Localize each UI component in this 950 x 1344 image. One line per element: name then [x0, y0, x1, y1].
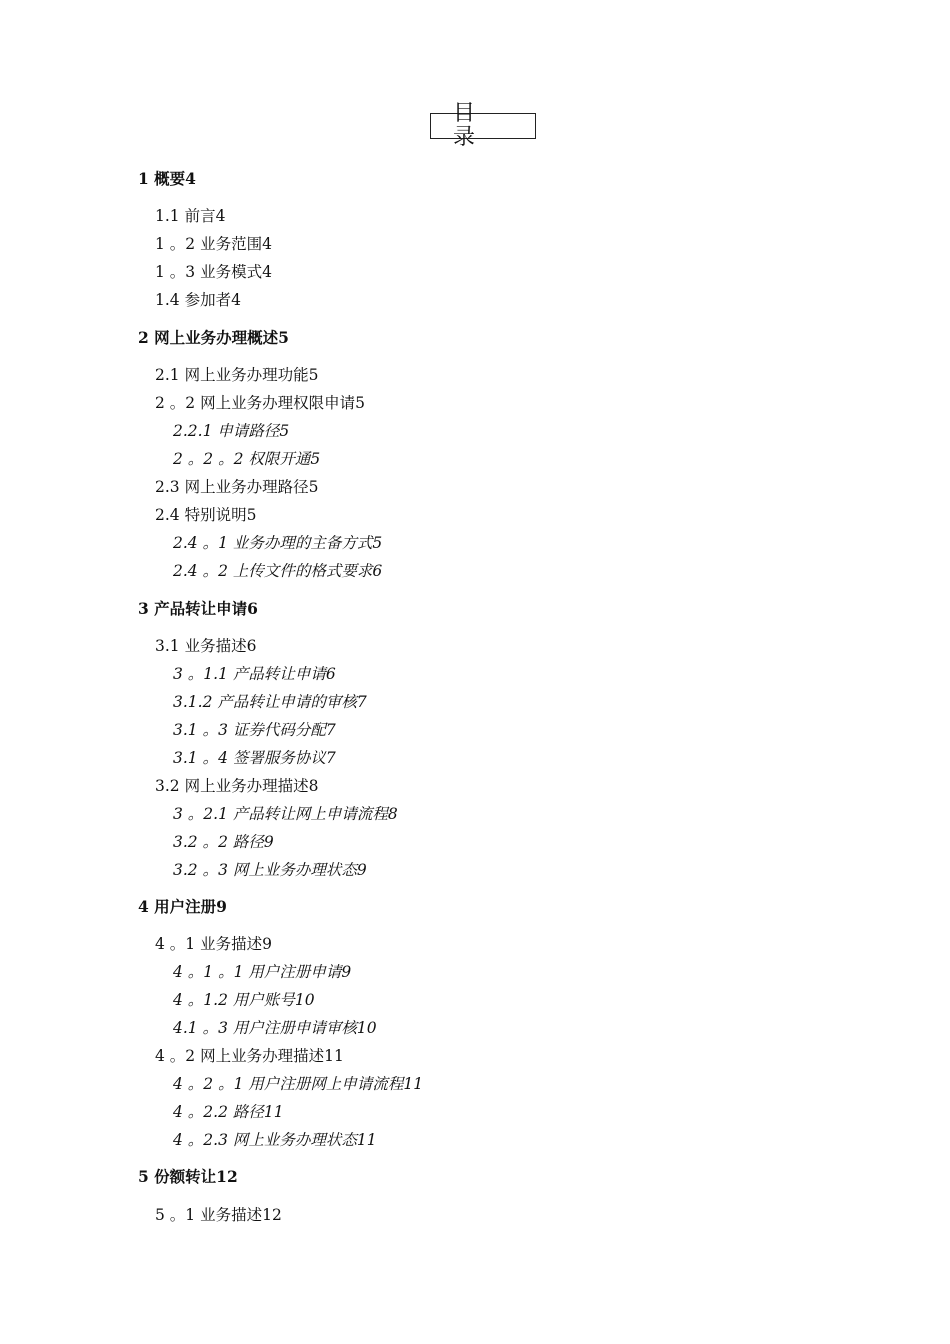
toc-entry-level2[interactable]: 1.1 前言4 [155, 207, 226, 225]
toc-entry-level2[interactable]: 2.4 特别说明5 [155, 506, 257, 524]
toc-entry-level3[interactable]: 3 。1.1 产品转让申请6 [173, 665, 336, 683]
toc-entry-level1[interactable]: 1 概要4 [138, 169, 196, 188]
toc-entry-level3[interactable]: 4 。2 。1 用户注册网上申请流程11 [173, 1075, 424, 1093]
toc-entry-level1[interactable]: 3 产品转让申请6 [138, 599, 258, 618]
toc-entry-level2[interactable]: 2.1 网上业务办理功能5 [155, 366, 319, 384]
toc-entry-level3[interactable]: 4 。2.2 路径11 [173, 1103, 284, 1121]
toc-entry-level3[interactable]: 4 。1 。1 用户注册申请9 [173, 963, 352, 981]
toc-entry-level3[interactable]: 4.1 。3 用户注册申请审核10 [173, 1019, 377, 1037]
toc-entry-level2[interactable]: 3.1 业务描述6 [155, 637, 257, 655]
toc-entry-level2[interactable]: 4 。1 业务描述9 [155, 935, 272, 953]
toc-entry-level1[interactable]: 5 份额转让12 [138, 1167, 238, 1186]
toc-entry-level3[interactable]: 2.2.1 申请路径5 [173, 422, 290, 440]
toc-entry-level3[interactable]: 3.2 。3 网上业务办理状态9 [173, 861, 367, 879]
toc-entry-level3[interactable]: 2.4 。2 上传文件的格式要求6 [173, 562, 383, 580]
toc-entry-level2[interactable]: 1.4 参加者4 [155, 291, 241, 309]
toc-entry-level3[interactable]: 3 。2.1 产品转让网上申请流程8 [173, 805, 398, 823]
toc-entry-level3[interactable]: 4 。1.2 用户账号10 [173, 991, 315, 1009]
toc-entry-level2[interactable]: 5 。1 业务描述12 [155, 1206, 282, 1224]
toc-entry-level1[interactable]: 2 网上业务办理概述5 [138, 328, 289, 347]
toc-entry-level3[interactable]: 2.4 。1 业务办理的主备方式5 [173, 534, 383, 552]
toc-entry-level2[interactable]: 3.2 网上业务办理描述8 [155, 777, 319, 795]
toc-entry-level3[interactable]: 3.1 。4 签署服务协议7 [173, 749, 336, 767]
toc-entry-level2[interactable]: 2.3 网上业务办理路径5 [155, 478, 319, 496]
toc-entry-level3[interactable]: 3.2 。2 路径9 [173, 833, 274, 851]
toc-entry-level2[interactable]: 1 。3 业务模式4 [155, 263, 272, 281]
toc-entry-level2[interactable]: 4 。2 网上业务办理描述11 [155, 1047, 344, 1065]
toc-entry-level3[interactable]: 2 。2 。2 权限开通5 [173, 450, 321, 468]
toc-title: 目 录 [430, 113, 536, 139]
toc-entry-level3[interactable]: 4 。2.3 网上业务办理状态11 [173, 1131, 377, 1149]
toc-entry-level3[interactable]: 3.1.2 产品转让申请的审核7 [173, 693, 367, 711]
toc-entry-level2[interactable]: 1 。2 业务范围4 [155, 235, 272, 253]
toc-entry-level3[interactable]: 3.1 。3 证券代码分配7 [173, 721, 336, 739]
toc-entry-level1[interactable]: 4 用户注册9 [138, 897, 227, 916]
toc-entry-level2[interactable]: 2 。2 网上业务办理权限申请5 [155, 394, 365, 412]
